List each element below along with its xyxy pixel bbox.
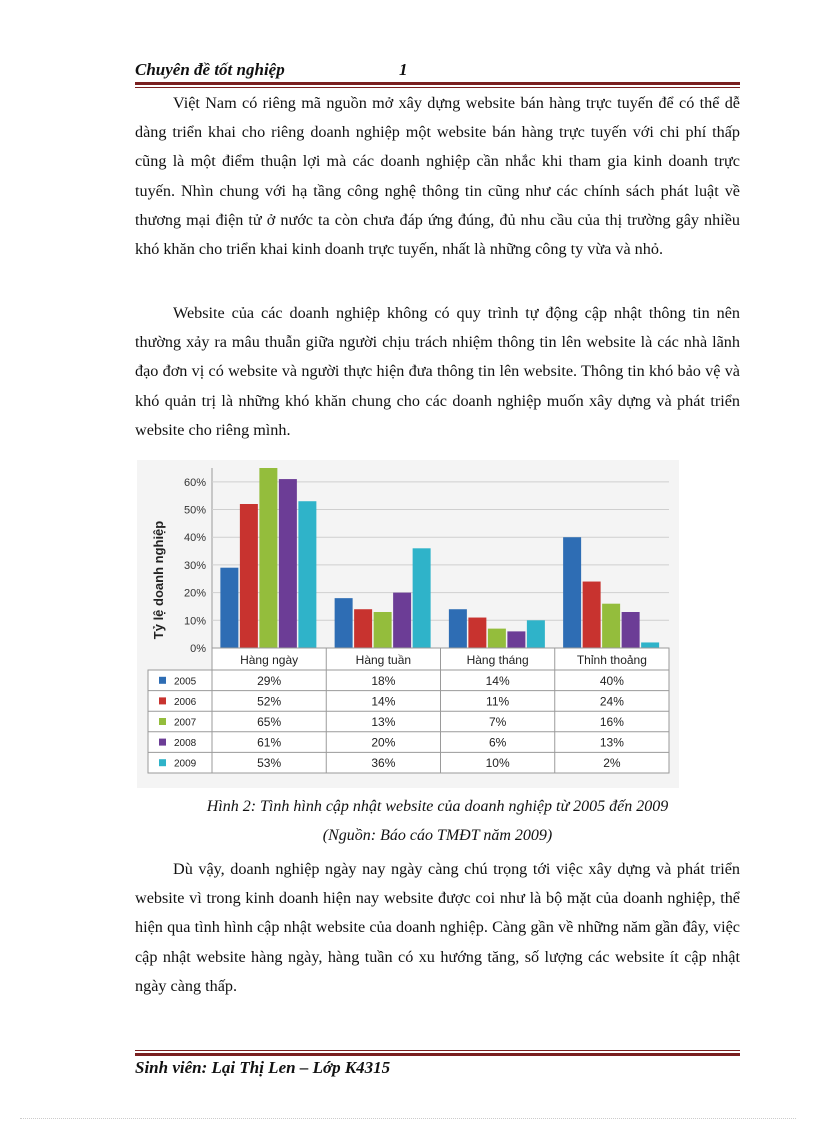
data-label: 24%	[599, 694, 624, 709]
data-label: 20%	[371, 735, 396, 750]
bar-2009	[413, 548, 431, 648]
data-label: 6%	[488, 735, 507, 750]
data-label: 65%	[257, 715, 282, 729]
bar-2008	[393, 593, 411, 648]
bar-2008	[622, 612, 640, 648]
data-label: 11%	[486, 694, 510, 709]
x-tick-label: Hàng ngày	[240, 653, 299, 667]
bar-2007	[602, 604, 620, 648]
header-rule-thin	[135, 87, 740, 88]
bar-2006	[240, 504, 258, 648]
chart-data-table	[148, 648, 669, 773]
figure-caption: Hình 2: Tình hình cập nhật website của doanh nghiệp từ 2005 đến 2009	[206, 798, 669, 815]
page-number: 1	[399, 60, 408, 79]
paragraph-1: Việt Nam có riêng mã nguồn mở xây dựng website bán hàng trực tuyến để có thể dễ dàng triển khai cho riêng doanh nghiệp một website bán hàng trực tuyến với chi phí thấp cũng là một điểm thuận lợi mà các doanh nghiệp cần nhắc khi tham gia kinh doanh trực tuyến. Nhìn chung với hạ tầng công nghệ thông tin cũng như các chính sách phát luật về thương mại điện tử ở nước ta còn chưa đáp ứng đúng, đủ nhu cầu của thị trường gây nhiều khó khăn cho triển khai kinh doanh trực tuyến, nhất là những công ty vừa và nhỏ.	[135, 94, 740, 259]
table-frame	[148, 670, 669, 773]
data-label: 14%	[371, 694, 396, 709]
footer-rule-thin	[135, 1050, 740, 1051]
legend-label: 2009	[174, 758, 197, 770]
bar-2007	[259, 468, 277, 648]
footer-text: Sinh viên: Lại Thị Len – Lớp K4315	[135, 1058, 391, 1077]
legend-label: 2007	[174, 717, 197, 729]
data-label: 18%	[371, 673, 396, 688]
data-label: 36%	[371, 756, 396, 771]
bar-2009	[641, 642, 659, 648]
bar-2007	[488, 629, 506, 648]
figure-source: (Nguồn: Báo cáo TMĐT năm 2009)	[322, 827, 553, 844]
bar-2009	[527, 620, 545, 648]
y-tick-label: 60%	[183, 476, 206, 489]
legend-label: 2006	[174, 696, 197, 708]
x-tick-label: Thỉnh thoảng	[576, 653, 647, 667]
bar-2006	[583, 582, 601, 648]
bar-2005	[449, 609, 467, 648]
data-label: 52%	[257, 694, 282, 709]
legend-swatch-2006	[159, 697, 166, 704]
page-header	[135, 60, 740, 84]
x-tick-label: Hàng tuần	[355, 653, 412, 667]
y-tick-label: 0%	[190, 643, 206, 655]
legend-label: 2005	[174, 676, 197, 688]
bar-2008	[507, 631, 525, 648]
legend-label: 2008	[174, 738, 197, 750]
bar-2006	[468, 618, 486, 648]
legend-swatch-2007	[159, 718, 166, 725]
bar-2005	[335, 598, 353, 648]
legend-swatch-2009	[159, 759, 166, 766]
bar-2009	[298, 501, 316, 648]
y-tick-label: 10%	[183, 615, 206, 628]
bar-2006	[354, 609, 372, 648]
legend-swatch-2008	[159, 739, 166, 746]
footer-rule-thick	[135, 1053, 740, 1056]
legend-swatch-2005	[159, 677, 166, 684]
y-tick-label: 30%	[183, 559, 206, 572]
x-tick-label: Hàng tháng	[466, 653, 529, 667]
data-label: 29%	[257, 673, 282, 688]
header-rule-thick	[135, 82, 740, 85]
bar-2007	[374, 612, 392, 648]
y-tick-label: 50%	[183, 504, 206, 517]
bar-2005	[563, 537, 581, 648]
data-label: 13%	[371, 715, 396, 729]
update-frequency-chart	[137, 460, 679, 788]
data-label: 7%	[488, 715, 507, 729]
y-tick-label: 20%	[183, 587, 206, 600]
bar-2005	[220, 568, 238, 648]
data-label: 14%	[485, 673, 510, 688]
paragraph-2: Website của các doanh nghiệp không có quy trình tự động cập nhật thông tin nên thường xảy ra mâu thuẫn giữa người chịu trách nhiệm thông tin lên website là các nhà lãnh đạo đơn vị có website và người thực hiện đưa thông tin lên website. Thông tin khó bảo vệ và khó quản trị là những khó khăn chung cho các doanh nghiệp muốn xây dựng và phát triển website cho riêng mình.	[135, 304, 740, 439]
header-title: Chuyên đề tốt nghiệp	[135, 60, 285, 79]
data-label: 61%	[257, 735, 282, 750]
bar-2008	[279, 479, 297, 648]
page-edge-line	[20, 1118, 796, 1119]
data-label: 2%	[603, 756, 621, 771]
data-label: 40%	[599, 673, 624, 688]
y-axis-label: Tỷ lệ doanh nghiệp	[151, 520, 166, 640]
y-tick-label: 40%	[183, 532, 206, 545]
data-label: 10%	[485, 756, 510, 771]
data-label: 53%	[257, 756, 282, 771]
paragraph-3: Dù vậy, doanh nghiệp ngày nay ngày càng chú trọng tới việc xây dựng và phát triển website vì trong kinh doanh hiện nay website được coi như là bộ mặt của doanh nghiệp, thể hiện qua tình hình cập nhật website của doanh nghiệp. Càng gần về những năm gần đây, việc cập nhật website hàng ngày, hàng tuần có xu hướng tăng, số lượng các website ít cập nhật ngày càng thấp.	[135, 860, 740, 995]
data-label: 16%	[599, 715, 624, 729]
data-label: 13%	[599, 735, 624, 750]
